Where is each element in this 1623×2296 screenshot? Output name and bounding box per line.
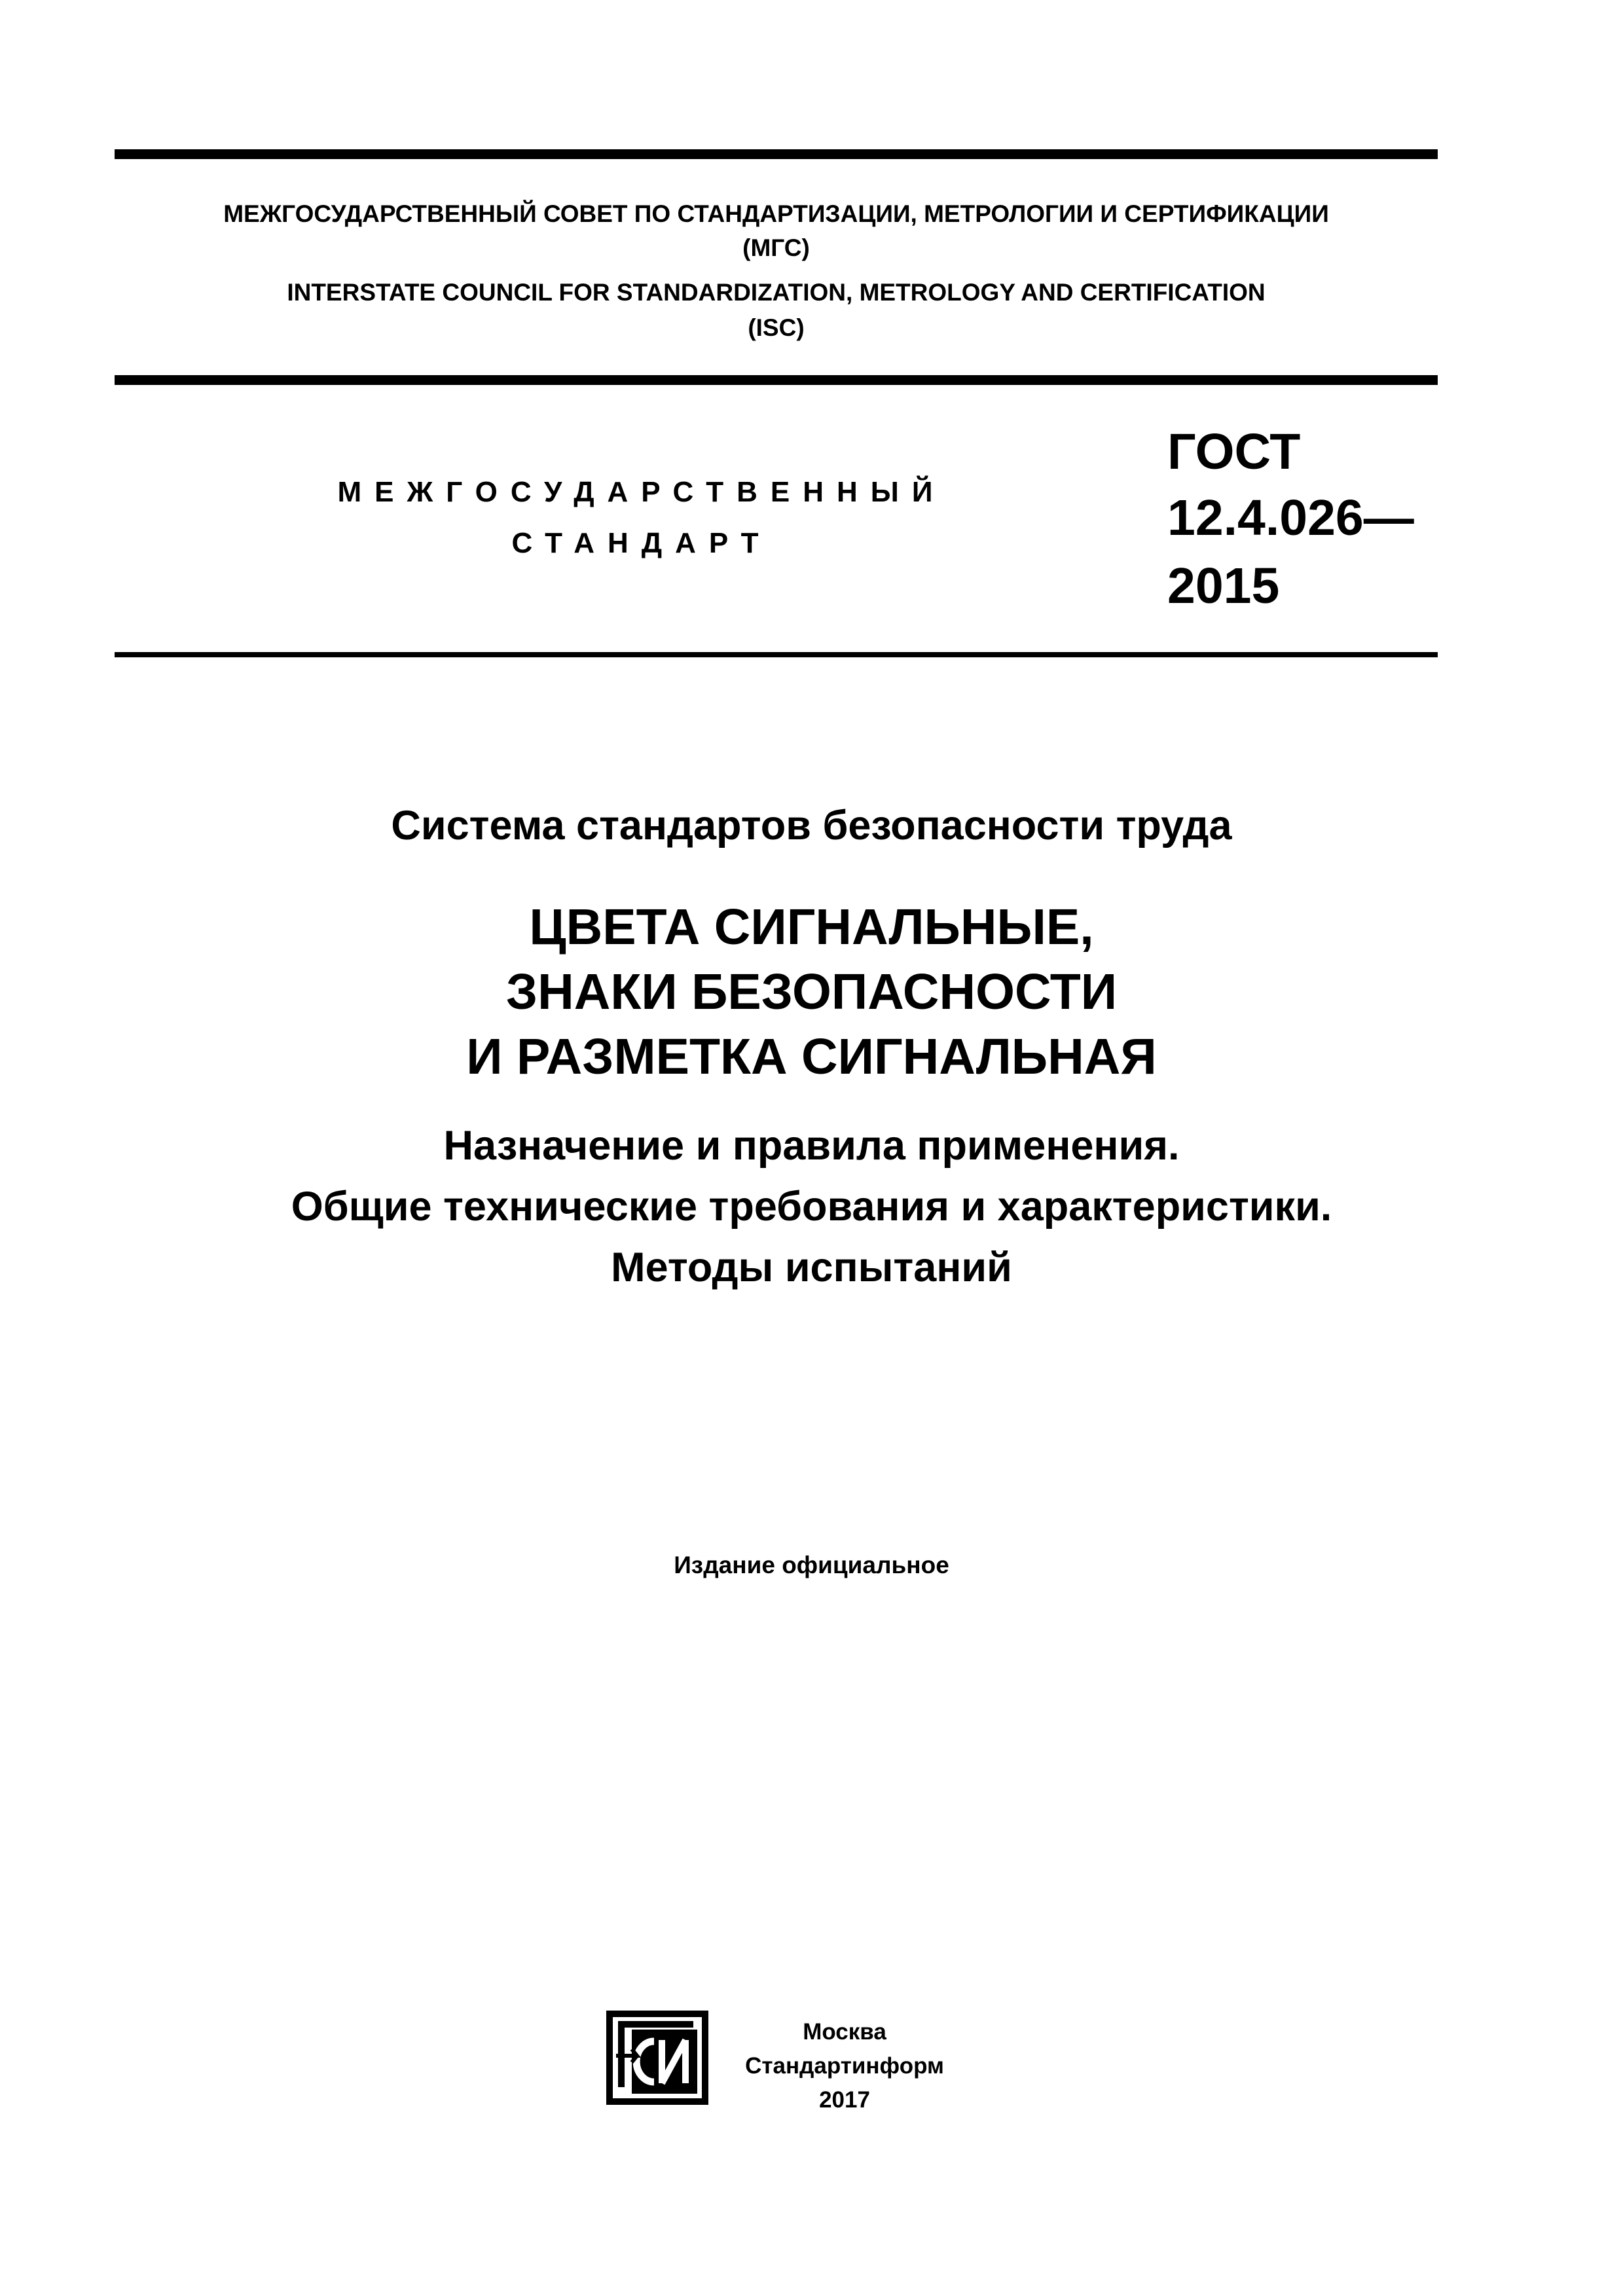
designation-year: 2015 bbox=[1167, 558, 1280, 614]
designation-rule bbox=[115, 652, 1438, 657]
standard-type-line1: МЕЖГОСУДАРСТВЕННЫЙ bbox=[337, 476, 946, 508]
header-rule bbox=[115, 375, 1438, 385]
publication-year: 2017 bbox=[819, 2087, 870, 2113]
main-title-line3: И РАЗМЕТКА СИГНАЛЬНАЯ bbox=[466, 1029, 1157, 1085]
edition-label: Издание официальное bbox=[674, 1552, 949, 1578]
main-title-line1: ЦВЕТА СИГНАЛЬНЫЕ, bbox=[529, 899, 1094, 955]
council-abbr-en: (ISC) bbox=[748, 314, 805, 341]
council-name-ru: МЕЖГОСУДАРСТВЕННЫЙ СОВЕТ ПО СТАНДАРТИЗАЦИИ, МЕТРОЛОГИИ И СЕРТИФИКАЦИИ bbox=[223, 200, 1329, 227]
subtitle-line1: Назначение и правила применения. bbox=[443, 1123, 1180, 1169]
council-abbr-ru: (МГС) bbox=[742, 234, 810, 261]
subtitle-line2: Общие технические требования и характеристики. bbox=[291, 1184, 1332, 1230]
designation-prefix: ГОСТ bbox=[1167, 424, 1301, 480]
main-title-line2: ЗНАКИ БЕЗОПАСНОСТИ bbox=[505, 964, 1118, 1020]
series-title: Система стандартов безопасности труда bbox=[391, 803, 1232, 848]
standard-type-line2: СТАНДАРТ bbox=[511, 527, 772, 559]
council-name-en: INTERSTATE COUNCIL FOR STANDARDIZATION, METROLOGY AND CERTIFICATION bbox=[287, 279, 1266, 306]
top-rule bbox=[115, 149, 1438, 159]
publisher-city: Москва bbox=[803, 2019, 886, 2045]
subtitle-line3: Методы испытаний bbox=[611, 1245, 1012, 1290]
publisher-name: Стандартинформ bbox=[745, 2053, 944, 2079]
designation-number: 12.4.026— bbox=[1167, 490, 1414, 546]
standartinform-logo-icon bbox=[606, 2010, 709, 2105]
